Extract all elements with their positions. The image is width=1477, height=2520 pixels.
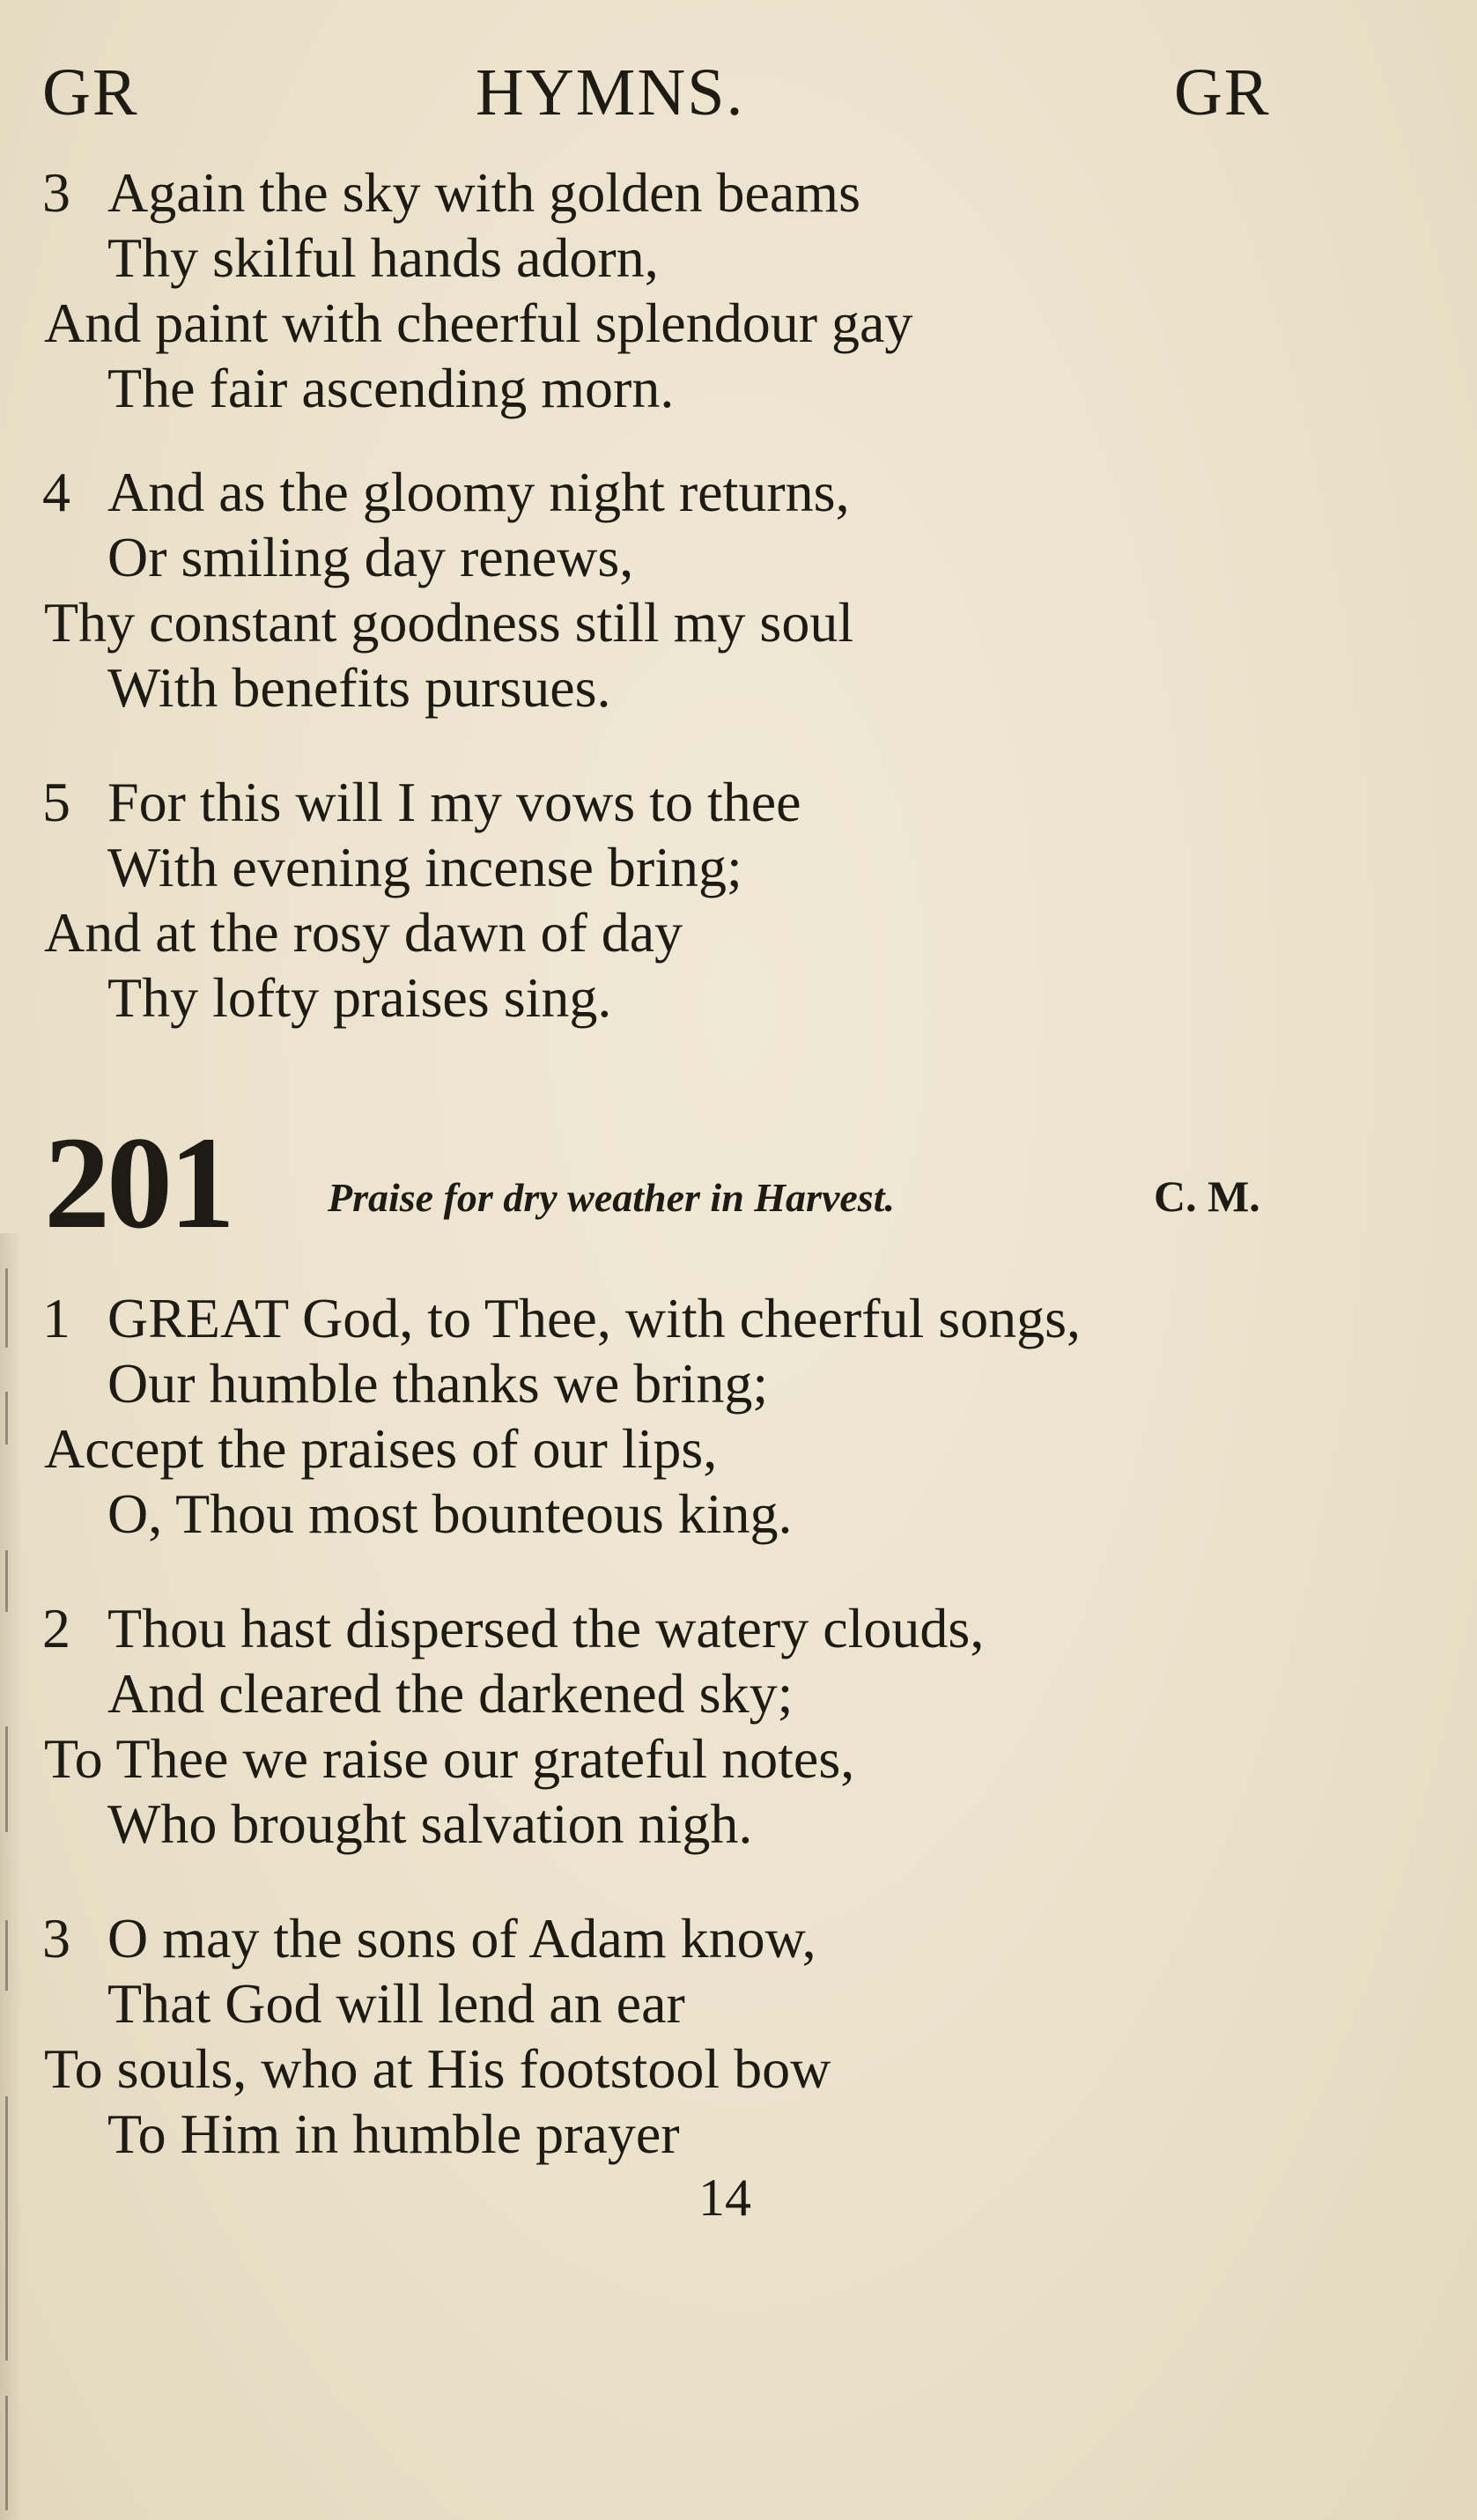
stanza-line — [0, 160, 1409, 225]
stanza-line — [0, 291, 1409, 356]
stanza-line — [0, 835, 1409, 900]
verse-text: To Him in humble prayer — [107, 2102, 680, 2165]
stanza-line — [0, 900, 1409, 965]
stanza-number: 3 — [42, 161, 70, 224]
stanza-line — [0, 770, 1409, 835]
verse-text: And as the gloomy night returns, — [107, 461, 850, 523]
stanza-line — [0, 1286, 1409, 1351]
stanza-line — [0, 356, 1409, 421]
stanza-number: 4 — [42, 461, 70, 523]
stanza-line — [0, 655, 1409, 721]
verse-text: With evening incense bring; — [107, 836, 742, 898]
stanza-line — [0, 590, 1409, 655]
stanza-line — [0, 1482, 1409, 1547]
stanza-line — [0, 965, 1409, 1031]
verse-text: O, Thou most bounteous king. — [107, 1482, 793, 1545]
stanza-number: 5 — [42, 771, 70, 833]
verse-text: Who brought salvation nigh. — [107, 1792, 753, 1855]
gutter-mark — [5, 2396, 8, 2510]
stanza-number: 2 — [42, 1597, 70, 1659]
stanza-line — [0, 1351, 1409, 1416]
verse-text: For this will I my vows to thee — [107, 771, 801, 833]
stanza-number: 1 — [42, 1287, 70, 1349]
verse-text: GREAT God, to Thee, with cheerful songs, — [107, 1287, 1082, 1349]
hymn-stanza — [0, 1286, 1409, 1547]
verse-text: Thy constant goodness still my soul — [44, 591, 854, 654]
verse-text: Thy skilful hands adorn, — [107, 226, 659, 289]
header-left: GR — [42, 55, 139, 129]
prev-hymn-stanza — [0, 460, 1409, 721]
verse-text: Or smiling day renews, — [107, 526, 634, 588]
verse-text: Again the sky with golden beams — [107, 161, 860, 224]
verse-text: The fair ascending morn. — [107, 357, 675, 419]
stanza-line — [0, 1661, 1409, 1726]
stanza-line — [0, 1726, 1409, 1792]
stanza-line — [0, 525, 1409, 590]
stanza-line — [0, 1596, 1409, 1661]
stanza-line — [0, 1416, 1409, 1482]
hymn-number: 201 — [44, 1110, 232, 1256]
stanza-line — [0, 225, 1409, 291]
running-header — [0, 55, 1477, 134]
verse-text: To Thee we raise our grateful notes, — [44, 1727, 855, 1790]
verse-text: And at the rosy dawn of day — [44, 901, 683, 964]
header-right: GR — [1174, 55, 1271, 129]
hymn-title: Praise for dry weather in Harvest. — [328, 1175, 895, 1220]
prev-hymn-stanza — [0, 770, 1409, 1031]
prev-hymn-stanza — [0, 160, 1409, 421]
hymn-meter: C. M. — [1154, 1171, 1260, 1221]
stanza-line — [0, 2036, 1409, 2102]
header-title: HYMNS. — [476, 55, 745, 129]
stanza-line — [0, 2102, 1409, 2167]
verse-text: Accept the praises of our lips, — [44, 1417, 718, 1480]
verse-text: Our humble thanks we bring; — [107, 1352, 769, 1415]
stanza-line — [0, 1792, 1409, 1857]
hymn-stanza — [0, 1596, 1409, 1857]
verse-text: And paint with cheerful splendour gay — [44, 292, 913, 354]
stanza-line — [0, 1906, 1409, 1971]
verse-text: With benefits pursues. — [107, 656, 611, 719]
verse-text: To souls, who at His footstool bow — [44, 2037, 831, 2100]
verse-text: Thou hast dispersed the watery clouds, — [107, 1597, 985, 1659]
verse-text: That God will lend an ear — [107, 1972, 685, 2035]
hymn-heading — [0, 1110, 1477, 1256]
verse-text: And cleared the darkened sky; — [107, 1662, 794, 1725]
stanza-number: 3 — [42, 1907, 70, 1969]
hymn-stanza — [0, 1906, 1409, 2167]
stanza-line — [0, 1971, 1409, 2036]
stanza-line — [0, 460, 1409, 525]
verse-text: Thy lofty praises sing. — [107, 966, 612, 1029]
page-number: 14 — [698, 2169, 751, 2227]
verse-text: O may the sons of Adam know, — [107, 1907, 816, 1969]
